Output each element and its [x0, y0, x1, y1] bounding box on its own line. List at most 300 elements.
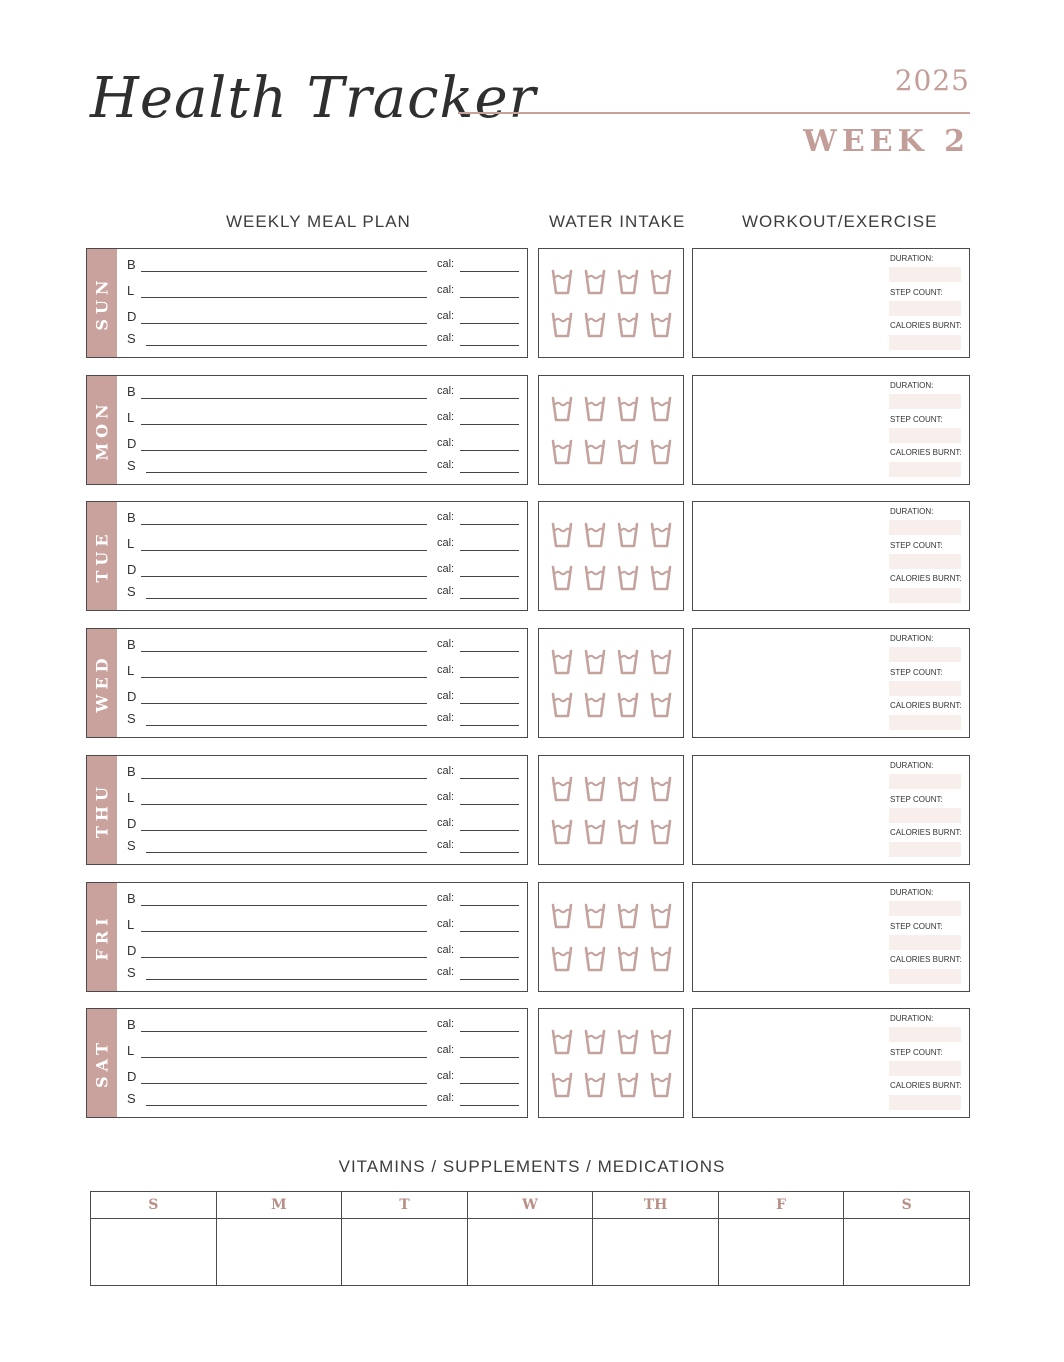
meal-entry-line[interactable] — [146, 598, 427, 599]
meal-plan-box — [86, 1008, 528, 1118]
vitamins-day-header: W — [467, 1192, 593, 1219]
water-glass-icon[interactable] — [650, 1072, 672, 1098]
water-glass-icon[interactable] — [551, 269, 573, 295]
cal-label: cal: — [437, 284, 455, 296]
cal-entry-line[interactable] — [460, 450, 519, 451]
vitamins-entry-cell[interactable] — [216, 1219, 342, 1286]
calories-field[interactable] — [889, 462, 961, 477]
water-glass-icon[interactable] — [617, 269, 639, 295]
water-glass-icon[interactable] — [650, 692, 672, 718]
water-glass-icon[interactable] — [650, 269, 672, 295]
meal-line-b — [127, 384, 519, 402]
meal-entry-line[interactable] — [141, 524, 427, 525]
vitamins-table — [90, 1191, 970, 1286]
water-glass-icon[interactable] — [584, 439, 606, 465]
meal-entry-line[interactable] — [141, 1083, 427, 1084]
cal-label: cal: — [437, 816, 455, 829]
water-glass-icon[interactable] — [617, 946, 639, 972]
meal-line-l — [127, 663, 519, 681]
workout-box[interactable] — [692, 375, 970, 485]
meal-line-l — [127, 410, 519, 428]
meal-plan-box — [86, 628, 528, 738]
meal-line-b — [127, 257, 519, 275]
workout-box[interactable] — [692, 755, 970, 865]
meal-line-b — [127, 891, 519, 909]
steps-field[interactable] — [889, 428, 961, 443]
water-glass-icon[interactable] — [617, 396, 639, 422]
water-glass-icon[interactable] — [617, 1029, 639, 1055]
calories-label: CALORIES BURNT: — [890, 447, 962, 457]
calories-label: CALORIES BURNT: — [890, 954, 962, 964]
steps-field[interactable] — [889, 1061, 961, 1076]
cal-entry-line[interactable] — [460, 979, 519, 980]
day-tab — [87, 756, 117, 864]
meal-line-s — [127, 838, 519, 856]
water-glass-icon[interactable] — [650, 396, 672, 422]
meal-entry-line[interactable] — [141, 778, 427, 779]
meal-entry-line[interactable] — [146, 345, 427, 346]
day-tab — [87, 629, 117, 737]
meal-line-l — [127, 1043, 519, 1061]
duration-label: DURATION: — [890, 760, 934, 770]
water-intake-heading: WATER INTAKE — [549, 212, 686, 231]
meal-entry-line[interactable] — [141, 651, 427, 652]
steps-label: STEP COUNT: — [890, 541, 943, 551]
cal-entry-line[interactable] — [460, 703, 519, 704]
meal-letter: L — [127, 536, 135, 552]
water-glass-icon[interactable] — [650, 819, 672, 845]
steps-label: STEP COUNT: — [890, 1048, 943, 1058]
meal-entry-line[interactable] — [141, 957, 427, 958]
water-glass-icon[interactable] — [584, 1072, 606, 1098]
water-glass-icon[interactable] — [551, 692, 573, 718]
meal-entry-line[interactable] — [141, 677, 427, 678]
meal-letter: B — [127, 257, 136, 272]
year-label: 2025 — [894, 64, 970, 97]
meal-letter: L — [127, 789, 135, 805]
cal-label: cal: — [437, 1070, 455, 1083]
water-glass-icon[interactable] — [617, 1072, 639, 1098]
steps-label: STEP COUNT: — [890, 921, 943, 931]
water-glass-icon[interactable] — [551, 819, 573, 845]
meal-line-l — [127, 790, 519, 808]
cal-entry-line[interactable] — [460, 598, 519, 599]
meal-entry-line[interactable] — [141, 1031, 427, 1032]
duration-field[interactable] — [889, 1027, 961, 1042]
water-glass-icon[interactable] — [551, 396, 573, 422]
water-glass-icon[interactable] — [650, 1029, 672, 1055]
meal-entry-line[interactable] — [146, 1105, 427, 1106]
water-glass-icon[interactable] — [584, 903, 606, 929]
cal-label: cal: — [437, 436, 455, 449]
water-glass-icon[interactable] — [650, 776, 672, 802]
meal-line-b — [127, 510, 519, 528]
water-glass-icon[interactable] — [617, 819, 639, 845]
meal-letter: B — [127, 1017, 136, 1033]
cal-label: cal: — [437, 638, 455, 651]
cal-entry-line[interactable] — [460, 905, 519, 906]
water-intake-box — [538, 375, 684, 485]
meal-line-s — [127, 1091, 519, 1109]
workout-box[interactable] — [692, 248, 970, 358]
cal-label: cal: — [437, 790, 455, 803]
meal-entry-line[interactable] — [141, 424, 427, 425]
meal-letter: B — [127, 510, 136, 526]
vitamins-entry-cell[interactable] — [844, 1219, 970, 1286]
meal-letter: L — [127, 663, 135, 679]
cal-entry-line[interactable] — [460, 550, 519, 551]
steps-label: STEP COUNT: — [890, 288, 943, 297]
meal-letter: D — [127, 309, 137, 324]
vitamins-entry-row — [91, 1219, 970, 1286]
day-tab — [87, 883, 117, 991]
meal-line-s — [127, 458, 519, 476]
cal-entry-line[interactable] — [460, 1105, 519, 1106]
cal-label: cal: — [437, 537, 455, 550]
day-name: MON — [92, 399, 112, 461]
meal-letter: B — [127, 637, 136, 653]
water-glass-icon[interactable] — [617, 903, 639, 929]
meal-line-d — [127, 309, 519, 327]
water-glass-icon[interactable] — [584, 565, 606, 591]
meal-letter: L — [127, 409, 135, 425]
water-glass-icon[interactable] — [617, 692, 639, 718]
vitamins-day-header: S — [91, 1192, 217, 1219]
water-intake-box — [538, 1008, 684, 1118]
vitamins-day-header: F — [718, 1192, 844, 1219]
meal-line-d — [127, 943, 519, 961]
water-intake-box — [538, 755, 684, 865]
meal-letter: S — [127, 331, 136, 346]
meal-entry-line[interactable] — [141, 931, 427, 932]
calories-field[interactable] — [889, 1095, 961, 1110]
meal-letter: S — [127, 837, 136, 853]
meal-letter: S — [127, 457, 136, 473]
water-glass-icon[interactable] — [650, 565, 672, 591]
workout-box[interactable] — [692, 882, 970, 992]
water-glass-icon[interactable] — [617, 565, 639, 591]
meal-entry-line[interactable] — [141, 323, 427, 324]
meal-entry-line[interactable] — [141, 576, 427, 577]
cal-label: cal: — [437, 838, 455, 851]
meal-plan-heading: WEEKLY MEAL PLAN — [226, 212, 411, 231]
cal-entry-line[interactable] — [460, 297, 519, 298]
water-glass-icon[interactable] — [650, 903, 672, 929]
meal-entry-line[interactable] — [141, 703, 427, 704]
cal-entry-line[interactable] — [460, 424, 519, 425]
water-intake-box — [538, 248, 684, 358]
meal-entry-line[interactable] — [146, 979, 427, 980]
water-glass-icon[interactable] — [650, 946, 672, 972]
meal-line-b — [127, 764, 519, 782]
water-glass-icon[interactable] — [584, 692, 606, 718]
water-glass-icon[interactable] — [617, 522, 639, 548]
steps-label: STEP COUNT: — [890, 794, 943, 804]
meal-letter: D — [127, 1069, 137, 1085]
water-glass-icon[interactable] — [617, 649, 639, 675]
cal-label: cal: — [437, 458, 455, 471]
meal-plan-box — [86, 882, 528, 992]
meal-line-d — [127, 562, 519, 580]
water-intake-box — [538, 628, 684, 738]
calories-field[interactable] — [889, 842, 961, 857]
cal-label: cal: — [437, 410, 455, 423]
meal-entry-line[interactable] — [141, 271, 427, 272]
vitamins-day-header: M — [216, 1192, 342, 1219]
water-glass-icon[interactable] — [584, 312, 606, 338]
meal-line-l — [127, 283, 519, 301]
water-glass-icon[interactable] — [650, 522, 672, 548]
duration-field[interactable] — [889, 647, 961, 662]
meal-line-l — [127, 536, 519, 554]
meal-plan-box — [86, 248, 528, 358]
water-glass-icon[interactable] — [551, 946, 573, 972]
calories-label: CALORIES BURNT: — [890, 827, 962, 837]
water-glass-icon[interactable] — [551, 776, 573, 802]
duration-field[interactable] — [889, 394, 961, 409]
cal-label: cal: — [437, 1092, 455, 1105]
page-title: Health Tracker — [90, 66, 537, 131]
water-intake-box — [538, 882, 684, 992]
cal-entry-line[interactable] — [460, 931, 519, 932]
meal-letter: L — [127, 283, 135, 298]
day-name: WED — [92, 653, 112, 713]
workout-box[interactable] — [692, 1008, 970, 1118]
meal-line-b — [127, 637, 519, 655]
cal-entry-line[interactable] — [460, 345, 519, 346]
meal-entry-line[interactable] — [141, 398, 427, 399]
cal-label: cal: — [437, 258, 455, 270]
meal-line-d — [127, 816, 519, 834]
meal-entry-line[interactable] — [146, 725, 427, 726]
cal-entry-line[interactable] — [460, 852, 519, 853]
cal-entry-line[interactable] — [460, 398, 519, 399]
day-name: TUE — [92, 529, 112, 583]
vitamins-day-header: T — [342, 1192, 468, 1219]
meal-line-s — [127, 331, 519, 349]
water-glass-icon[interactable] — [584, 1029, 606, 1055]
duration-label: DURATION: — [890, 887, 934, 897]
cal-label: cal: — [437, 310, 455, 322]
duration-field[interactable] — [889, 267, 961, 282]
vitamins-entry-cell[interactable] — [467, 1219, 593, 1286]
duration-field[interactable] — [889, 520, 961, 535]
steps-field[interactable] — [889, 681, 961, 696]
water-glass-icon[interactable] — [551, 522, 573, 548]
water-glass-icon[interactable] — [617, 312, 639, 338]
day-name: THU — [92, 781, 112, 838]
water-glass-icon[interactable] — [584, 396, 606, 422]
meal-letter: S — [127, 711, 136, 727]
meal-entry-line[interactable] — [141, 450, 427, 451]
calories-label: CALORIES BURNT: — [890, 701, 962, 711]
vitamins-entry-cell[interactable] — [593, 1219, 719, 1286]
water-glass-icon[interactable] — [584, 819, 606, 845]
workout-heading: WORKOUT/EXERCISE — [742, 212, 938, 231]
day-tab — [87, 249, 117, 357]
duration-label: DURATION: — [890, 634, 934, 644]
cal-entry-line[interactable] — [460, 524, 519, 525]
cal-label: cal: — [437, 943, 455, 956]
day-name: SUN — [92, 275, 112, 331]
meal-letter: D — [127, 942, 137, 958]
steps-field[interactable] — [889, 808, 961, 823]
week-label: WEEK 2 — [803, 124, 970, 159]
meal-entry-line[interactable] — [141, 905, 427, 906]
water-glass-icon[interactable] — [551, 312, 573, 338]
steps-label: STEP COUNT: — [890, 414, 943, 424]
vitamins-entry-cell[interactable] — [718, 1219, 844, 1286]
calories-field[interactable] — [889, 715, 961, 730]
steps-field[interactable] — [889, 301, 961, 316]
cal-label: cal: — [437, 690, 455, 703]
meal-plan-box — [86, 501, 528, 611]
cal-entry-line[interactable] — [460, 271, 519, 272]
cal-label: cal: — [437, 1044, 455, 1057]
meal-line-d — [127, 1069, 519, 1087]
meal-letter: B — [127, 890, 136, 906]
workout-box[interactable] — [692, 501, 970, 611]
meal-plan-box — [86, 755, 528, 865]
water-glass-icon[interactable] — [650, 439, 672, 465]
steps-field[interactable] — [889, 554, 961, 569]
meal-line-l — [127, 917, 519, 935]
day-row-sat — [86, 1008, 970, 1120]
steps-field[interactable] — [889, 935, 961, 950]
title-divider — [458, 112, 970, 114]
day-row-thu — [86, 755, 970, 867]
meal-letter: L — [127, 1043, 135, 1059]
cal-entry-line[interactable] — [460, 830, 519, 831]
cal-entry-line[interactable] — [460, 1031, 519, 1032]
meal-plan-box — [86, 375, 528, 485]
day-row-wed — [86, 628, 970, 740]
cal-entry-line[interactable] — [460, 576, 519, 577]
cal-label: cal: — [437, 891, 455, 904]
meal-letter: B — [127, 763, 136, 779]
water-glass-icon[interactable] — [584, 946, 606, 972]
meal-letter: L — [127, 916, 135, 932]
water-intake-box — [538, 501, 684, 611]
meal-letter: D — [127, 689, 137, 705]
meal-letter: S — [127, 1091, 136, 1107]
meal-letter: D — [127, 562, 137, 578]
water-glass-icon[interactable] — [650, 649, 672, 675]
meal-letter: D — [127, 815, 137, 831]
water-glass-icon[interactable] — [551, 439, 573, 465]
day-tab — [87, 502, 117, 610]
water-glass-icon[interactable] — [617, 439, 639, 465]
cal-entry-line[interactable] — [460, 651, 519, 652]
water-glass-icon[interactable] — [551, 1029, 573, 1055]
water-glass-icon[interactable] — [584, 776, 606, 802]
vitamins-entry-cell[interactable] — [342, 1219, 468, 1286]
workout-box[interactable] — [692, 628, 970, 738]
day-row-tue — [86, 501, 970, 613]
water-glass-icon[interactable] — [584, 522, 606, 548]
cal-entry-line[interactable] — [460, 778, 519, 779]
water-glass-icon[interactable] — [584, 269, 606, 295]
duration-label: DURATION: — [890, 507, 934, 517]
day-tab — [87, 376, 117, 484]
cal-entry-line[interactable] — [460, 725, 519, 726]
meal-line-s — [127, 711, 519, 729]
calories-label: CALORIES BURNT: — [890, 321, 962, 330]
vitamins-day-header: TH — [593, 1192, 719, 1219]
meal-line-s — [127, 965, 519, 983]
vitamins-heading: VITAMINS / SUPPLEMENTS / MEDICATIONS — [338, 1157, 726, 1176]
meal-entry-line[interactable] — [141, 830, 427, 831]
cal-label: cal: — [437, 511, 455, 524]
calories-field[interactable] — [889, 588, 961, 603]
duration-label: DURATION: — [890, 254, 934, 263]
cal-label: cal: — [437, 384, 455, 397]
meal-letter: S — [127, 964, 136, 980]
steps-label: STEP COUNT: — [890, 668, 943, 678]
meal-letter: D — [127, 435, 137, 451]
calories-label: CALORIES BURNT: — [890, 1081, 962, 1091]
cal-label: cal: — [437, 1018, 455, 1031]
meal-entry-line[interactable] — [141, 804, 427, 805]
meal-entry-line[interactable] — [141, 550, 427, 551]
water-glass-icon[interactable] — [551, 1072, 573, 1098]
calories-field[interactable] — [889, 969, 961, 984]
meal-line-b — [127, 1017, 519, 1035]
vitamins-header-row — [91, 1192, 970, 1219]
cal-entry-line[interactable] — [460, 1057, 519, 1058]
cal-label: cal: — [437, 563, 455, 576]
meal-letter: S — [127, 584, 136, 600]
water-glass-icon[interactable] — [551, 903, 573, 929]
cal-entry-line[interactable] — [460, 804, 519, 805]
cal-label: cal: — [437, 764, 455, 777]
water-glass-icon[interactable] — [584, 649, 606, 675]
meal-line-d — [127, 436, 519, 454]
meal-letter: B — [127, 383, 136, 399]
meal-line-d — [127, 689, 519, 707]
water-glass-icon[interactable] — [551, 565, 573, 591]
cal-entry-line[interactable] — [460, 323, 519, 324]
calories-label: CALORIES BURNT: — [890, 574, 962, 584]
meal-line-s — [127, 584, 519, 602]
day-row-fri — [86, 882, 970, 994]
cal-entry-line[interactable] — [460, 677, 519, 678]
duration-label: DURATION: — [890, 380, 934, 390]
meal-entry-line[interactable] — [146, 472, 427, 473]
vitamins-entry-cell[interactable] — [91, 1219, 217, 1286]
water-glass-icon[interactable] — [650, 312, 672, 338]
meal-entry-line[interactable] — [141, 1057, 427, 1058]
day-tab — [87, 1009, 117, 1117]
calories-field[interactable] — [889, 335, 961, 350]
cal-label: cal: — [437, 332, 455, 344]
meal-entry-line[interactable] — [146, 852, 427, 853]
duration-field[interactable] — [889, 774, 961, 789]
day-name: SAT — [92, 1038, 112, 1089]
cal-entry-line[interactable] — [460, 957, 519, 958]
water-glass-icon[interactable] — [617, 776, 639, 802]
meal-entry-line[interactable] — [141, 297, 427, 298]
water-glass-icon[interactable] — [551, 649, 573, 675]
day-row-mon — [86, 375, 970, 487]
cal-label: cal: — [437, 712, 455, 725]
vitamins-day-header: S — [844, 1192, 970, 1219]
cal-label: cal: — [437, 585, 455, 598]
duration-label: DURATION: — [890, 1014, 934, 1024]
cal-entry-line[interactable] — [460, 472, 519, 473]
duration-field[interactable] — [889, 901, 961, 916]
cal-entry-line[interactable] — [460, 1083, 519, 1084]
